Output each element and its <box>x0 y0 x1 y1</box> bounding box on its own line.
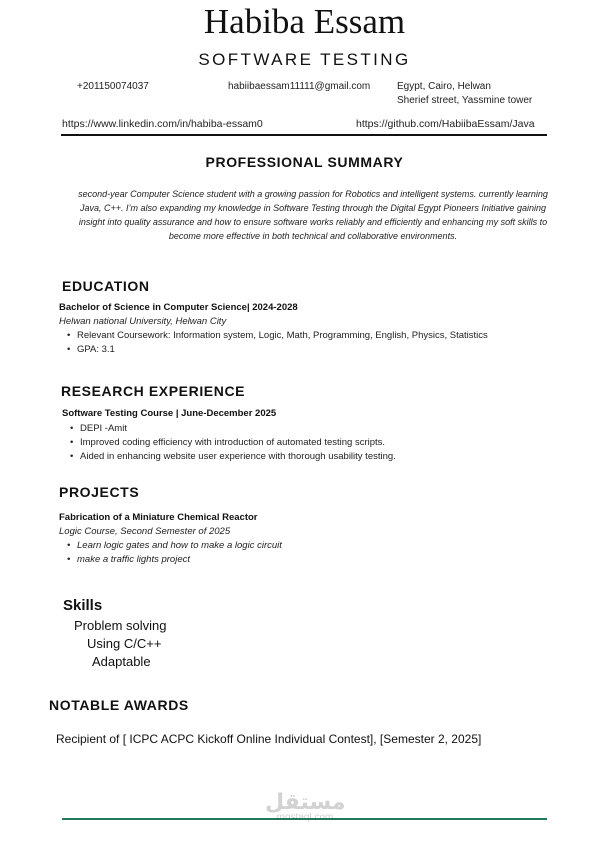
resume-role: SOFTWARE TESTING <box>198 50 411 69</box>
summary-text: second-year Computer Science student with a growing passion for Robotics and intelligent systems. currently learning Java, C++. I’m also expanding my knowledge in Software Testing through the Digital Egypt Pioneers Initiative gaining insight into quality assurance and how to ensure software works reliably and efficiently and enhancing my soft skills to become more effective in both technical and collaborative environments. <box>78 189 548 241</box>
watermark-logo: مستقل <box>265 790 346 815</box>
skill-item: Adaptable <box>92 654 151 669</box>
address-line-2: Sherief street, Yassmine tower <box>397 95 533 106</box>
address-line-1: Egypt, Cairo, Helwan <box>397 81 491 92</box>
education-degree: Bachelor of Science in Computer Science| 2024-2028 <box>59 302 298 313</box>
resume-name: Habiba Essam <box>203 2 406 41</box>
summary-heading: PROFESSIONAL SUMMARY <box>205 154 404 170</box>
awards-heading: NOTABLE AWARDS <box>49 697 189 713</box>
list-item: • Learn logic gates and how to make a logic circuit <box>67 539 282 553</box>
education-bullets <box>67 329 488 357</box>
phone-number: +201150074037 <box>77 81 149 92</box>
list-item: • Relevant Coursework: Information system, Logic, Math, Programming, English, Physics, Statistics <box>67 329 488 343</box>
projects-heading: PROJECTS <box>59 484 140 500</box>
list-item: • Aided in enhancing website user experience with thorough usability testing. <box>70 450 396 464</box>
education-heading: EDUCATION <box>62 278 150 294</box>
list-item: • make a traffic lights project <box>67 553 282 567</box>
project-bullets <box>67 539 282 567</box>
research-bullets <box>70 422 396 464</box>
education-school: Helwan national University, Helwan City <box>59 316 227 327</box>
linkedin-link[interactable]: https://www.linkedin.com/in/habiba-essam0 <box>62 118 263 130</box>
project-title: Fabrication of a Miniature Chemical Reactor <box>59 512 258 523</box>
list-item: • Improved coding efficiency with introduction of automated testing scripts. <box>70 436 396 450</box>
award-text: Recipient of [ ICPC ACPC Kickoff Online Individual Contest], [Semester 2, 2025] <box>56 732 482 746</box>
list-item: • GPA: 3.1 <box>67 343 488 357</box>
github-link[interactable]: https://github.com/HabiibaEssam/Java <box>356 118 535 130</box>
research-entry-title: Software Testing Course | June-December 2025 <box>62 408 277 419</box>
email-address: habiibaessam11111@gmail.com <box>228 81 371 92</box>
header-divider <box>61 134 547 136</box>
research-heading: RESEARCH EXPERIENCE <box>61 383 246 399</box>
skill-item: Problem solving <box>74 618 167 633</box>
skill-item: Using C/C++ <box>87 636 162 651</box>
skills-heading: Skills <box>63 597 103 614</box>
list-item: • DEPI -Amit <box>70 422 396 436</box>
project-subtitle: Logic Course, Second Semester of 2025 <box>59 526 231 537</box>
footer-divider <box>62 818 547 820</box>
